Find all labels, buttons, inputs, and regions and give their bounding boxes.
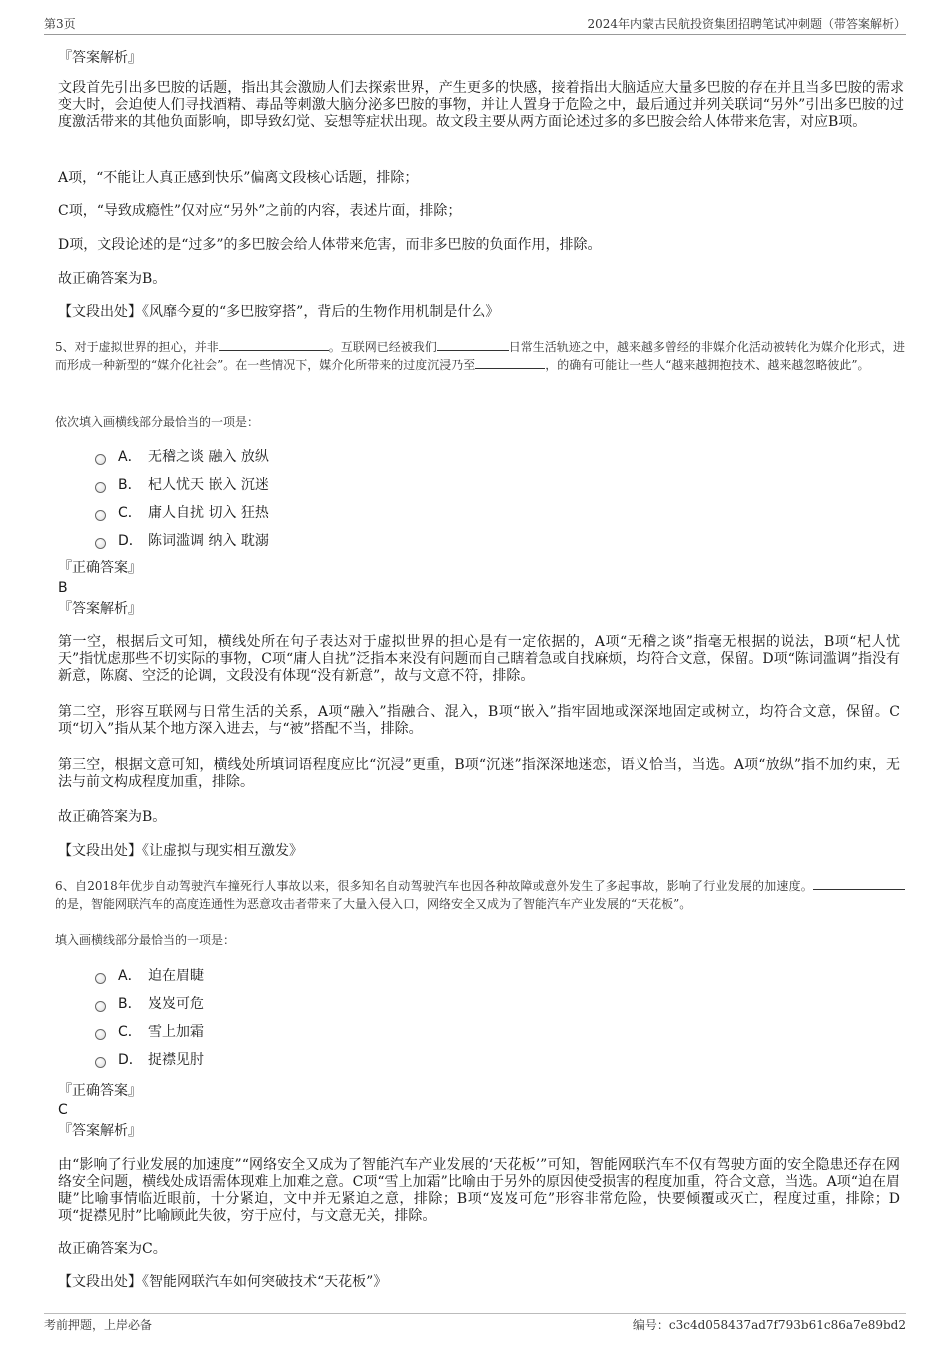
option-letter: A． (118, 449, 142, 465)
page-footer (44, 1313, 906, 1333)
analysis-label: 『答案解析』 (58, 1123, 142, 1139)
answer-line: 故正确答案为B。 (58, 271, 167, 287)
option-text: 无稽之谈 融入 放纵 (148, 449, 269, 465)
source-line: 【文段出处】《让虚拟与现实相互激发》 (58, 843, 303, 859)
option-letter: B． (118, 996, 142, 1012)
radio-icon[interactable] (95, 454, 106, 465)
options-list (55, 442, 269, 554)
blank-3 (475, 356, 545, 369)
analysis-label: 『答案解析』 (58, 50, 142, 66)
radio-icon[interactable] (95, 538, 106, 549)
option-text: 陈词滥调 纳入 耽溺 (148, 533, 269, 549)
question-stem: 5、对于虚拟世界的担心，并非 。互联网已经被我们 日常生活轨迹之中，越来越多曾经的非媒介化活动被转化为媒介化形式，进而形成一种新型的“媒介化社会”。在一些情况下，媒介化所带来的过度沉浸乃至 ，的确有可能让一些人“越来越拥抱技术、越来越忽略彼此”。 (55, 340, 905, 372)
blank-1 (813, 877, 905, 890)
option-b[interactable] (95, 989, 204, 1017)
radio-icon[interactable] (95, 1057, 106, 1068)
question-6 (55, 877, 904, 1290)
option-text: 雪上加霜 (148, 1024, 204, 1040)
option-text: 捉襟见肘 (148, 1052, 204, 1068)
radio-icon[interactable] (95, 973, 106, 984)
answer-line: 故正确答案为B。 (58, 809, 167, 825)
question-5 (55, 338, 905, 859)
option-letter: A． (118, 968, 142, 984)
analysis-paragraph: 文段首先引出多巴胺的话题，指出其会激励人们去探索世界，产生更多的快感，接着指出大脑适应大量多巴胺的存在并且当多巴胺的需求变大时，会迫使人们寻找酒精、毒品等刺激大脑分泌多巴胺的事物，并让人置身于危险之中，最后通过并列关联词“另外”引出多巴胺的过度激活带来的其他负面影响，即导致幻觉、妄想等症状出现。故文段主要从两方面论述过多的多巴胺会给人体带来危害，对应B项。 (58, 80, 904, 130)
option-b[interactable] (95, 470, 269, 498)
document-id: 编号：c3c4d058437ad7f793b61c86a7e89bd2 (632, 1318, 906, 1332)
radio-icon[interactable] (95, 1001, 106, 1012)
analysis-option-d: D项，文段论述的是“过多”的多巴胺会给人体带来危害，而非多巴胺的负面作用，排除。 (58, 237, 602, 253)
source-line: 【文段出处】《风靡今夏的“多巴胺穿搭”，背后的生物作用机制是什么》 (58, 304, 500, 320)
analysis-label: 『答案解析』 (58, 601, 142, 617)
source-line: 【文段出处】《智能网联汽车如何突破技术“天花板”》 (58, 1274, 388, 1290)
option-a[interactable] (95, 961, 204, 989)
page-number: 第3页 (44, 17, 76, 31)
option-letter: C． (118, 1024, 142, 1040)
analysis-paragraph-3: 第三空，根据文意可知，横线处所填词语程度应比“沉浸”更重，B项“沉迷”指深深地迷恋，语义恰当，当选。A项“放纵”指不加约束，无法与前文构成程度加重，排除。 (58, 757, 900, 790)
page-header (44, 10, 906, 35)
analysis-paragraph-2: 第二空，形容互联网与日常生活的关系，A项“融入”指融合、混入，B项“嵌入”指牢固地或深深地固定或树立，均符合文意，保留。C项“切入”指从某个地方深入进去，与“被”搭配不当，排除。 (58, 704, 900, 737)
option-text: 岌岌可危 (148, 996, 204, 1012)
options-list (55, 961, 204, 1073)
document-title: 2024年内蒙古民航投资集团招聘笔试冲刺题（带答案解析） (587, 17, 906, 31)
option-a[interactable] (95, 442, 269, 470)
blank-1 (219, 338, 329, 351)
analysis-paragraph: 由“影响了行业发展的加速度”“网络安全又成为了智能汽车产业发展的‘天花板’”可知，智能网联汽车不仅有驾驶方面的安全隐患还存在网络安全问题，横线处成语需体现难上加难之意。C项“雪上加霜”比喻由于另外的原因使受损害的程度加重，符合文意，当选。A项“迫在眉睫”比喻事情临近眼前，十分紧迫，文中并无紧迫之意，排除；B项“岌岌可危”形容非常危险，快要倾覆或灭亡，程度过重，排除；D项“捉襟见肘”比喻顾此失彼，穷于应付，与文意无关，排除。 (58, 1157, 900, 1224)
correct-answer-value: B (58, 580, 68, 596)
option-text: 庸人自扰 切入 狂热 (148, 505, 269, 521)
correct-answer-value: C (58, 1102, 68, 1118)
answer-line: 故正确答案为C。 (58, 1241, 167, 1257)
option-letter: C． (118, 505, 142, 521)
option-d[interactable] (95, 1045, 204, 1073)
radio-icon[interactable] (95, 1029, 106, 1040)
option-text: 迫在眉睫 (148, 968, 204, 984)
option-d[interactable] (95, 526, 269, 554)
option-letter: D． (118, 1052, 143, 1068)
question-instruction: 填入画横线部分最恰当的一项是： (55, 933, 236, 947)
analysis-option-a: A项，“不能让人真正感到快乐”偏离文段核心话题，排除； (58, 170, 419, 186)
footer-slogan: 考前押题，上岸必备 (44, 1318, 153, 1332)
option-letter: D． (118, 533, 143, 549)
option-c[interactable] (95, 498, 269, 526)
question-stem: 6、自2018年优步自动驾驶汽车撞死行人事故以来，很多知名自动驾驶汽车也因各种故障或意外发生了多起事故，影响了行业发展的加速度。的是，智能网联汽车的高度连通性为恶意攻击者带来了大量入侵入口，网络安全又成为了智能汽车产业发展的“天花板”。 (55, 877, 905, 913)
option-c[interactable] (95, 1017, 204, 1045)
option-letter: B． (118, 477, 142, 493)
question-instruction: 依次填入画横线部分最恰当的一项是： (55, 415, 260, 429)
radio-icon[interactable] (95, 482, 106, 493)
analysis-option-c: C项，“导致成瘾性”仅对应“另外”之前的内容，表述片面，排除； (58, 203, 462, 219)
option-text: 杞人忧天 嵌入 沉迷 (148, 477, 269, 493)
correct-answer-label: 『正确答案』 (58, 1083, 142, 1099)
analysis-paragraph-1: 第一空，根据后文可知，横线处所在句子表达对于虚拟世界的担心是有一定依据的，A项“无稽之谈”指毫无根据的说法，B项“杞人忧天”指忧虑那些不切实际的事物，C项“庸人自扰”泛指本来没有问题而自己瞎着急或自找麻烦，均符合文意，保留。D项“陈词滥调”指没有新意，陈腐、空泛的论调，文段没有体现“没有新意”，故与文意不符，排除。 (58, 634, 900, 684)
radio-icon[interactable] (95, 510, 106, 521)
blank-2 (437, 338, 509, 351)
correct-answer-label: 『正确答案』 (58, 560, 142, 576)
